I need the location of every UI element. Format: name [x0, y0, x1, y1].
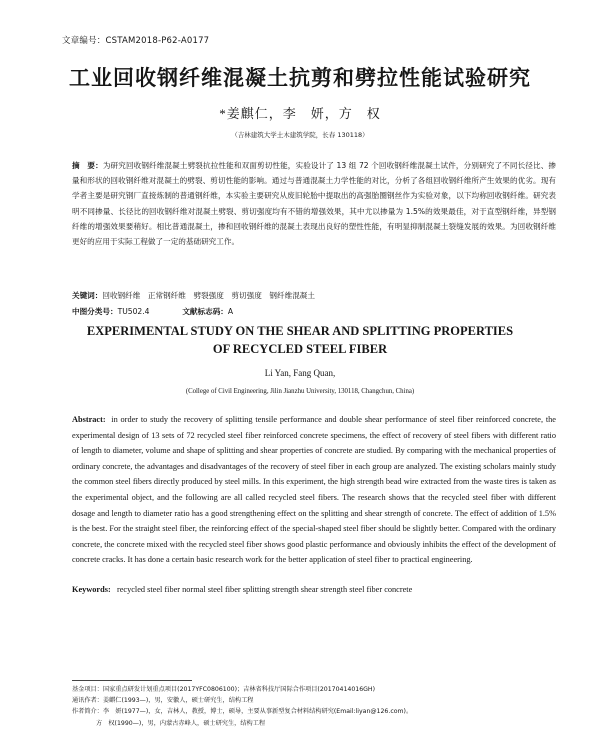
chinese-abstract-label: 摘 要： — [72, 161, 103, 170]
english-abstract — [72, 412, 556, 568]
chinese-abstract-text: 为研究回收钢纤维混凝土劈裂抗拉性能和双面剪切性能，实验设计了 13 组 72 个回收钢纤维混凝土试件，分别研究了不同长径比、掺量和形状的回收钢纤维对混凝土的劈裂、剪切性能的影响。通过与普通混凝土力学性能的对比，分析了各组回收钢纤维所产生效果的优劣。现有学者主要是研究钢厂直接炼制的普通钢纤维，本实验主要研究从废旧轮胎中提取出的高强胎圈钢丝作为实验对象，以下均称回收钢纤维。研究表明不同掺量、长径比的回收钢纤维对混凝土劈裂、剪切强度均有不错的增强效果，其中尤以掺量为 1.5%的效果最佳，对于直型钢纤维，异型钢纤维的增强效果要稍好。相比普通混凝土，掺和回收钢纤维的混凝土表现出良好的塑性性能，有明显抑制混凝土裂缝发展的效果。为回收钢纤维更好的应用于实际工程做了一定的基础研究工作。 — [72, 161, 556, 247]
document-code-value: A — [227, 307, 234, 316]
classification-line — [72, 306, 233, 317]
english-keywords-text: recycled steel fiber normal steel fiber splitting strength shear strength steel fiber concrete — [116, 585, 413, 594]
english-title-line2: OF RECYCLED STEEL FIBER — [212, 342, 388, 356]
footnote-author-bio-2: 方 权(1990—)，男，内蒙古赤峰人，硕士研究生，结构工程 — [96, 719, 266, 727]
chinese-keywords — [72, 290, 315, 301]
footnotes — [72, 684, 556, 729]
footnote-funding: 基金项目：国家重点研发计划重点项目(2017YFC0806100)；吉林省科技厅国际合作项目(20170414016GH) — [72, 686, 375, 693]
english-abstract-text: in order to study the recovery of splitting tensile performance and double shear performance of steel fiber reinforced concrete, the experimental design of 13 sets of 72 recycled steel fiber reinforced concrete specimens, the effect of recovery of steel fibers with different ratio of length to diameter, volume and shape of splitting and shear properties of concrete are studied. By comparing with the mechanical properties of ordinary concrete, the advantages and disadvantages of the recovery of steel fiber in each group are analyzed. The existing scholars mainly study the common steel fibers directly produced by steel mills. In this experiment, the high strength bead wire extracted from the waste tires is taken as the experimental object, and the following are all called recycled steel fibers. The research shows that the recycled steel fiber with different dosage and length to diameter ratio has a good strengthening effect on the splitting and shear strength of concrete. The effect of addition of 1.5% is the best. For the straight steel fiber, the reinforcing effect of the special-shaped steel fiber should be slightly better. Compared with the ordinary concrete, the concrete mixed with the recycled steel fiber shows good plastic performance and obviously inhibits the effect of the development of concrete cracks. It has done a certain basic research work for the better application of steel fiber to practical engineering. — [72, 415, 556, 565]
article-number: 文章编号：CSTAM2018-P62-A0177 — [62, 36, 210, 46]
english-authors: Li Yan, Fang Quan, — [264, 368, 336, 378]
english-title — [0, 322, 600, 358]
english-title-line1: EXPERIMENTAL STUDY ON THE SHEAR AND SPLITTING PROPERTIES — [86, 324, 514, 338]
chinese-affiliation: （吉林建筑大学土木建筑学院，长春 130118） — [231, 131, 369, 139]
chinese-title: 工业回收钢纤维混凝土抗剪和劈拉性能试验研究 — [69, 66, 531, 90]
classification-label: 中图分类号： — [72, 307, 118, 316]
footnote-divider — [72, 680, 192, 681]
footnote-corresponding-author: 通讯作者：姜麒仁(1993—)，男，安徽人，硕士研究生，结构工程 — [72, 697, 254, 705]
english-keywords-label: Keywords: — [72, 585, 111, 594]
chinese-keywords-label: 关键词： — [72, 291, 103, 300]
chinese-authors: *姜麒仁，李 妍，方 权 — [219, 106, 381, 121]
document-code-label: 文献标志码： — [182, 307, 228, 316]
english-abstract-label: Abstract: — [72, 415, 106, 424]
chinese-abstract — [72, 158, 556, 249]
classification-value: TU502.4 — [117, 307, 150, 316]
footnote-author-bio: 作者简介：李 妍(1977—)，女，吉林人，教授，博士，硕导，主要从事新型复合材料结构研究(Email:liyan@126.com)。 — [72, 708, 413, 716]
chinese-keywords-text: 回收钢纤维 正常钢纤维 劈裂强度 剪切强度 钢纤维混凝土 — [102, 291, 315, 300]
english-keywords — [72, 585, 556, 594]
english-affiliation: (College of Civil Engineering, Jilin Jianzhu University, 130118, Changchun, China) — [185, 388, 415, 395]
